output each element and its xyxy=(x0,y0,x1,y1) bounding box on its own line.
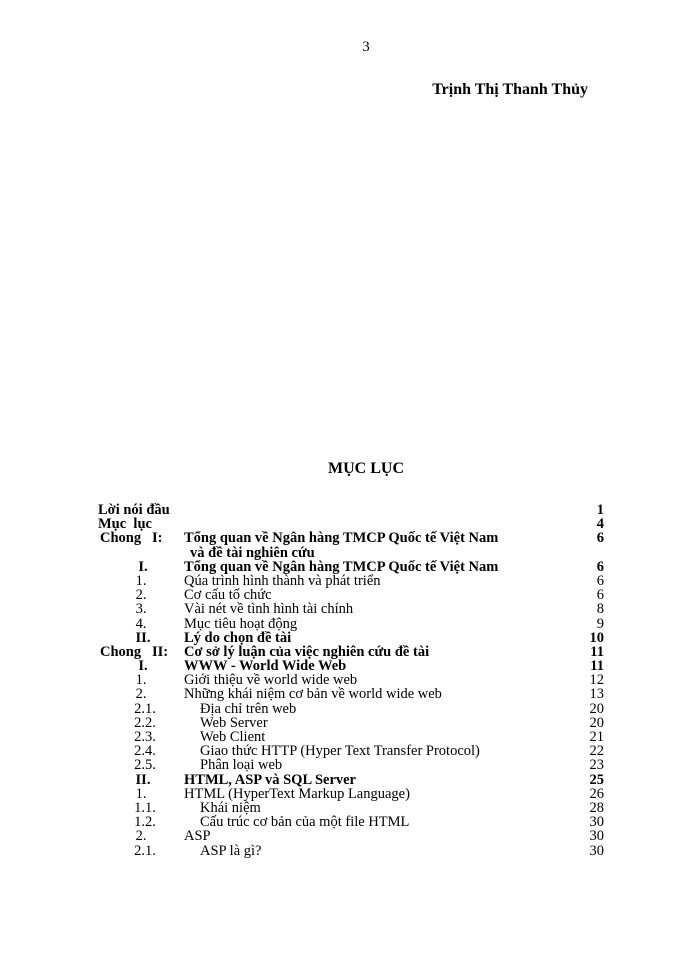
toc-entry xyxy=(0,801,700,815)
toc-entry-page: 6 xyxy=(596,572,604,589)
toc-entry-title: Cơ cấu tổ chức xyxy=(184,587,272,604)
toc-entry-number: 1. xyxy=(135,672,147,689)
toc-entry xyxy=(0,517,700,531)
toc-entry xyxy=(0,617,700,631)
toc-entry-number: 2.3. xyxy=(134,729,156,745)
toc-entry xyxy=(0,702,700,716)
toc-entry-title: Web Client xyxy=(200,729,266,745)
toc-entry-number: 2. xyxy=(135,686,147,703)
toc-entry-title: HTML, ASP và SQL Server xyxy=(184,771,356,788)
toc-entry xyxy=(0,574,700,588)
toc-entry-page: 26 xyxy=(589,785,604,802)
toc-entry xyxy=(0,531,700,545)
toc-entry xyxy=(0,588,700,602)
toc-entry xyxy=(0,787,700,801)
toc-entry-number: 4. xyxy=(135,615,147,632)
toc-entry xyxy=(0,773,700,787)
toc-entry-title: Khái niệm xyxy=(200,799,261,816)
toc-entry-number: I. xyxy=(138,558,148,575)
toc-entry-title: và đề tài nghiên cứu xyxy=(190,544,315,561)
toc-entry-title: HTML (HyperText Markup Language) xyxy=(184,785,410,802)
toc-entry-page: 28 xyxy=(589,799,604,816)
toc-entry-page: 6 xyxy=(596,530,604,547)
toc-entry xyxy=(0,829,700,843)
toc-entry-page: 8 xyxy=(596,601,604,618)
toc-entry-title: ASP xyxy=(184,828,211,845)
toc-entry-number: II. xyxy=(135,771,151,788)
toc-entry-page: 6 xyxy=(596,587,604,604)
toc-entry xyxy=(0,673,700,687)
toc-entry-number: 2.1. xyxy=(134,700,156,717)
toc-entry-page: 30 xyxy=(589,828,604,845)
toc-entry xyxy=(0,546,700,560)
toc-entry-title: Tổng quan về Ngân hàng TMCP Quốc tế Việt Nam xyxy=(184,558,499,575)
toc-entry xyxy=(0,687,700,701)
toc-entry-number: 2. xyxy=(135,587,147,604)
toc-entry xyxy=(0,631,700,645)
toc-title: MỤC LỤC xyxy=(328,460,404,477)
toc-entry-title: Cấu trúc cơ bản của một file HTML xyxy=(200,814,410,831)
toc-entry-title: Những khái niệm cơ bản về world wide web xyxy=(184,686,442,703)
table-of-contents xyxy=(0,503,700,858)
toc-entry-page: 22 xyxy=(589,743,604,760)
toc-entry xyxy=(0,744,700,758)
toc-entry-number: 2.1. xyxy=(134,842,156,859)
toc-entry-page: 11 xyxy=(590,643,604,660)
toc-entry-title: Tổng quan về Ngân hàng TMCP Quốc tế Việt Nam xyxy=(184,530,499,547)
toc-entry-title: Giới thiệu về world wide web xyxy=(184,672,358,689)
toc-entry-title: ASP là gì? xyxy=(200,842,262,859)
toc-entry-number: 2.5. xyxy=(134,757,156,774)
toc-entry-title: WWW - World Wide Web xyxy=(184,658,347,675)
author-name: Trịnh Thị Thanh Thủy xyxy=(432,81,588,98)
toc-entry-page: 23 xyxy=(589,757,604,774)
toc-entry xyxy=(0,815,700,829)
toc-entry-number: I. xyxy=(138,658,148,675)
toc-entry xyxy=(0,645,700,659)
toc-entry-number: 1.2. xyxy=(134,814,156,831)
toc-entry xyxy=(0,503,700,517)
toc-entry-page: 1 xyxy=(596,502,604,518)
toc-entry-page: 4 xyxy=(596,516,604,533)
toc-entry-number: Chong II: xyxy=(100,643,169,660)
toc-entry-number: 1. xyxy=(135,572,147,589)
toc-entry-number: 2. xyxy=(135,828,147,845)
toc-entry-page: 25 xyxy=(589,771,604,788)
toc-entry-page: 10 xyxy=(589,629,604,646)
toc-entry xyxy=(0,560,700,574)
toc-entry xyxy=(0,659,700,673)
toc-entry-title: Giao thức HTTP (Hyper Text Transfer Protocol) xyxy=(200,743,480,760)
toc-entry-page: 30 xyxy=(589,814,604,831)
toc-entry-title: Web Server xyxy=(200,714,268,731)
page-number: 3 xyxy=(362,39,370,55)
toc-entry-page: 30 xyxy=(589,842,604,859)
toc-entry-page: 6 xyxy=(596,558,604,575)
toc-entry-page: 21 xyxy=(589,729,604,745)
toc-entry xyxy=(0,602,700,616)
toc-entry-page: 13 xyxy=(589,686,604,703)
toc-entry-page: 20 xyxy=(589,714,604,731)
toc-entry-title: Mục lục xyxy=(98,516,152,533)
toc-entry-title: Phân loại web xyxy=(200,757,283,774)
toc-entry-page: 11 xyxy=(590,658,604,675)
toc-entry-page: 20 xyxy=(589,700,604,717)
toc-entry-number: 2.4. xyxy=(134,743,156,760)
toc-entry-number: 1.1. xyxy=(134,799,156,816)
toc-entry-title: Vài nét về tình hình tài chính xyxy=(184,601,354,618)
toc-entry-title: Mục tiêu hoạt động xyxy=(184,615,298,632)
toc-entry-title: Địa chỉ trên web xyxy=(200,700,297,717)
toc-entry-title: Lời nói đầu xyxy=(98,502,170,518)
toc-entry-number: 3. xyxy=(135,601,147,618)
toc-entry-page: 9 xyxy=(596,615,604,632)
toc-entry xyxy=(0,716,700,730)
toc-entry-number: II. xyxy=(135,629,151,646)
toc-entry xyxy=(0,730,700,744)
toc-entry-number: 2.2. xyxy=(134,714,156,731)
toc-entry xyxy=(0,844,700,858)
toc-entry-number: 1. xyxy=(135,785,147,802)
toc-entry-title: Qúa trình hình thành và phát triển xyxy=(184,572,381,589)
toc-entry-title: Lý do chọn đề tài xyxy=(184,629,292,646)
toc-entry-title: Cơ sở lý luận của việc nghiên cứu đề tài xyxy=(184,643,430,660)
toc-entry xyxy=(0,758,700,772)
toc-entry-page: 12 xyxy=(589,672,604,689)
toc-entry-number: Chong I: xyxy=(100,530,163,547)
